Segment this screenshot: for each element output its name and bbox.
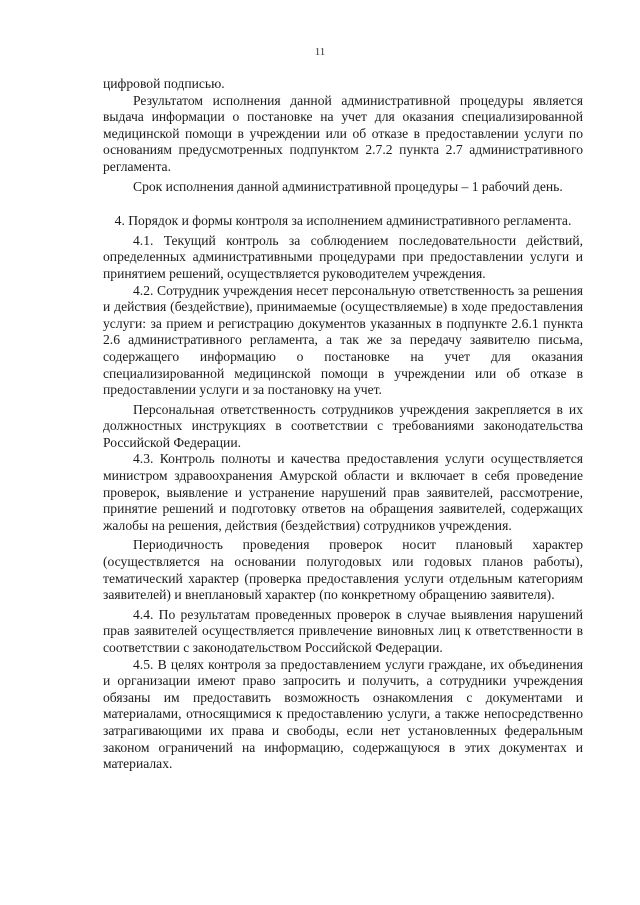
paragraph-periodicity: Периодичность проведения проверок носит плановый характер (осуществляется на основании полугодовых или годовых планов работы), тематический характер (проверка предоставления услуги отдельным категориям заявителей) и внеплановый характер (по конкретному обращению заявителя). bbox=[103, 537, 583, 603]
paragraph-4-1: 4.1. Текущий контроль за соблюдением последовательности действий, определенных административными процедурами при предоставлении услуги и принятием решений, осуществляется руководителем учреждения. bbox=[103, 232, 583, 281]
paragraph-4-4: 4.4. По результатам проведенных проверок в случае выявления нарушений прав заявителей осуществляется привлечение виновных лиц к ответственности в соответствии с законодательством Российской Федерации. bbox=[103, 606, 583, 655]
document-body bbox=[103, 76, 583, 773]
section-heading: 4. Порядок и формы контроля за исполнением административного регламента. bbox=[114, 213, 572, 229]
paragraph-4-5: 4.5. В целях контроля за предоставлением услуги граждане, их объединения и организации имеют право запросить и получить, а сотрудники учреждения обязаны им предоставить возможность ознакомления с документами и материалами, относящимися к предоставлению услуги, а также непосредственно затрагивающими их права и свободы, если нет установленных федеральным законом ограничений на информацию, содержащуюся в этих документах и материалах. bbox=[103, 656, 583, 772]
paragraph-personal-responsibility: Персональная ответственность сотрудников учреждения закрепляется в их должностных инструкциях в соответствии с требованиями законодательства Российской Федерации. bbox=[103, 401, 583, 450]
paragraph-procedure-term: Срок исполнения данной административной процедуры – 1 рабочий день. bbox=[133, 178, 563, 194]
paragraph-procedure-result: Результатом исполнения данной административной процедуры является выдача информации о постановке на учет для оказания специализированной медицинской помощи в учреждении или об отказе в предоставлении услуги по основаниям предусмотренных подпунктом 2.7.2 пункта 2.7 административного регламента. bbox=[103, 92, 583, 174]
paragraph-continuation: цифровой подписью. bbox=[103, 76, 225, 91]
page-number: 11 bbox=[314, 46, 326, 58]
paragraph-4-3: 4.3. Контроль полноты и качества предоставления услуги осуществляется министром здравоохранения Амурской области и включает в себя проведение проверок, выявление и устранение нарушений прав заявителей, рассмотрение, принятие решений и подготовку ответов на обращения заявителей, содержащих жалобы на решения, действия (бездействия) сотрудников учреждения. bbox=[103, 451, 583, 533]
paragraph-4-2: 4.2. Сотрудник учреждения несет персональную ответственность за решения и действия (бездействие), принимаемые (осуществляемые) в ходе предоставления услуги: за прием и регистрацию документов указанных в подпункте 2.6.1 пункта 2.6 административного регламента, а так же за передачу заявителю письма, содержащего информацию о постановке на учет для оказания специализированной медицинской помощи в учреждении или об отказе в предоставлении услуги и за постановку на учет. bbox=[103, 282, 583, 398]
